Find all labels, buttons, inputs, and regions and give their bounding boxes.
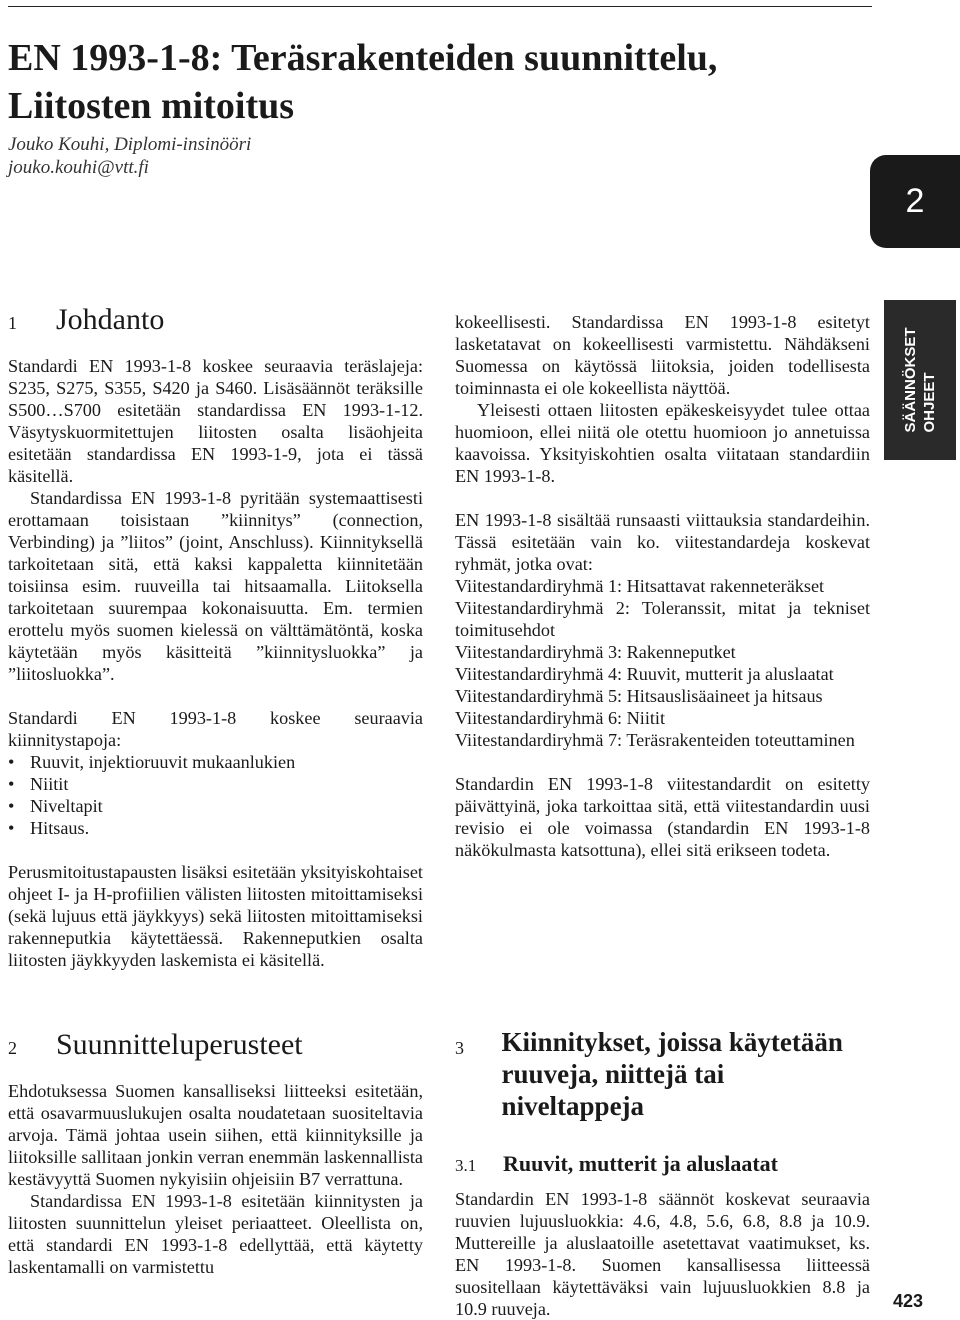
right-column bbox=[455, 311, 870, 861]
chapter-number: 2 bbox=[905, 182, 925, 220]
side-tab-line1: SÄÄNNÖKSET bbox=[902, 327, 919, 433]
list-item: Viitestandardiryhmä 7: Teräsrakenteiden toteuttaminen bbox=[455, 730, 855, 750]
list-item: Viitestandardiryhmä 4: Ruuvit, mutterit ja aluslaatat bbox=[455, 664, 834, 684]
bullet-icon: • bbox=[8, 752, 15, 772]
paragraph: Standardi EN 1993-1-8 koskee seuraavia kiinnitystapoja: bbox=[8, 708, 423, 750]
section-side-tab bbox=[884, 300, 956, 460]
top-rule bbox=[8, 6, 872, 7]
section-title: Suunnitteluperusteet bbox=[56, 1028, 303, 1061]
paragraph: Perusmitoitustapausten lisäksi esitetään yksityiskohtaiset ohjeet I- ja H-profiilien välisten liitosten mitoittamiseksi (sekä lujuus että jäykkyys) sekä liitosten mitoittamiseksi rakenneputkia käytettäessä. Rakenneputkien osalta liitosten jäykkyyden laskemista ei käsitellä. bbox=[8, 862, 423, 970]
left-column-lower bbox=[8, 1027, 423, 1278]
list-item: • Ruuvit, injektioruuvit mukaanlukien bbox=[8, 752, 296, 772]
list-item: Viitestandardiryhmä 6: Niitit bbox=[455, 708, 666, 728]
section-2-heading bbox=[8, 1027, 423, 1066]
list-item: Viitestandardiryhmä 1: Hitsattavat rakenneteräkset bbox=[455, 576, 825, 596]
paragraph: Standardissa EN 1993-1-8 pyritään systemaattisesti erottamaan toisistaan ”kiinnitys” (connection, Verbinding) ja ”liitos” (joint, Anschluss). Kiinnityksellä tarkoitetaan sitä, että kaksi kappaletta kiinnitetään toisiinsa esim. ruuveilla tai hitsaamalla. Liitoksella tarkoitetaan suurempaa kokonaisuutta. Em. termien erottelu myös suomen kielessä on välttämätöntä, koska käytetään myös käsitteitä ”kiinnitysluokka” ja ”liitosluokka”. bbox=[8, 488, 423, 684]
section-number: 3 bbox=[455, 1038, 464, 1058]
list-item: Viitestandardiryhmä 2: Toleranssit, mitat ja tekniset toimitusehdot bbox=[455, 598, 870, 640]
section-number: 3.1 bbox=[455, 1156, 477, 1175]
section-3-heading bbox=[455, 1026, 870, 1122]
section-number: 1 bbox=[8, 313, 17, 333]
section-number: 2 bbox=[8, 1038, 17, 1058]
right-column-lower bbox=[455, 1026, 870, 1320]
paragraph: Standardin EN 1993-1-8 viitestandardit on esitetty päivättyinä, joka tarkoittaa sitä, että viitestandardin uusi revisio ei ole voimassa (standardin EN 1993-1-8 näkökulmasta katsottuna), ellei sitä erikseen todeta. bbox=[455, 774, 870, 860]
paragraph: Yleisesti ottaen liitosten epäkeskeisyydet tulee ottaa huomioon, ellei niitä ole otettu huomioon jo annetuissa kaavoissa. Yksityiskohtien osalta viitataan standardiin EN 1993-1-8. bbox=[455, 400, 870, 486]
list-item: Viitestandardiryhmä 5: Hitsauslisäaineet ja hitsaus bbox=[455, 686, 823, 706]
bullet-icon: • bbox=[8, 818, 15, 838]
list-item: • Niitit bbox=[8, 774, 69, 794]
paragraph: Standardin EN 1993-1-8 säännöt koskevat seuraavia ruuvien lujuusluokkia: 4.6, 4.8, 5.6, 6.8, 8.8 ja 10.9. Muttereille ja aluslaatoille asetettavat vaatimukset, ks. EN 1993-1-8. Suomen kansallisessa liitteessä suositellaan käytettäväksi vain lujuusluokkien 8.8 ja 10.9 ruuveja. bbox=[455, 1189, 870, 1319]
reference-group-list bbox=[455, 575, 870, 751]
side-tab-line2: OHJEET bbox=[921, 372, 938, 433]
author-email: jouko.kouhi@vtt.fi bbox=[8, 157, 149, 178]
bullet-icon: • bbox=[8, 774, 15, 794]
paragraph: Ehdotuksessa Suomen kansalliseksi liitteeksi esitetään, että osavarmuuslukujen osalta noudatetaan suositeltavia arvoja. Tämä johtaa usein siihen, että kiinnityksille ja liitoksille sallitaan jonkin verran enemmän laskennallista kestävyyttä Suomen nykyisiin ohjeisiin B7 verrattuna. bbox=[8, 1081, 423, 1189]
paragraph: Standardissa EN 1993-1-8 esitetään kiinnitysten ja liitosten suunnittelun yleiset periaatteet. Oleellista on, että standardi EN 1993-1-8 edellyttää, että käytetty laskentamalli on varmistettu bbox=[8, 1191, 423, 1277]
fastener-list bbox=[8, 751, 423, 839]
section-title: Kiinnitykset, joissa käytetään ruuveja, niittejä tai niveltappeja bbox=[501, 1027, 843, 1121]
section-3-1-heading bbox=[455, 1150, 870, 1180]
paragraph: Standardi EN 1993-1-8 koskee seuraavia teräslajeja: S235, S275, S355, S420 ja S460. Lisäsäännöt teräksille S500…S700 esitetään standardissa EN 1993-1-12. Väsytyskuormitettujen liitosten osalta lisäohjeita esitetään standardissa EN 1993-1-9, jota ei tässä käsitellä. bbox=[8, 356, 423, 486]
section-title: Ruuvit, mutterit ja aluslaatat bbox=[503, 1151, 778, 1176]
list-item: • Hitsaus. bbox=[8, 818, 90, 838]
page-number: 423 bbox=[893, 1291, 924, 1311]
chapter-tab bbox=[870, 155, 960, 248]
section-title: Johdanto bbox=[56, 303, 165, 336]
bullet-icon: • bbox=[8, 796, 15, 816]
article-title: EN 1993-1-8: Teräsrakenteiden suunnittelu, Liitosten mitoitus bbox=[8, 37, 718, 127]
paragraph: kokeellisesti. Standardissa EN 1993-1-8 esitetyt lasketatavat on kokeellisesti varmistettu. Nähdäkseni Suomessa on käytössä liitoksia, joiden todellisesta toiminnasta ei ole kokeellista näyttöä. bbox=[455, 312, 870, 398]
list-item: • Niveltapit bbox=[8, 796, 103, 816]
list-item: Viitestandardiryhmä 3: Rakenneputket bbox=[455, 642, 736, 662]
author-name: Jouko Kouhi, Diplomi-insinööri bbox=[8, 134, 252, 155]
left-column bbox=[8, 302, 423, 971]
author-block bbox=[8, 133, 251, 179]
paragraph: EN 1993-1-8 sisältää runsaasti viittauksia standardeihin. Tässä esitetään vain ko. viitestandardeja koskevat ryhmät, jotka ovat: bbox=[455, 510, 870, 574]
section-1-heading bbox=[8, 302, 423, 341]
